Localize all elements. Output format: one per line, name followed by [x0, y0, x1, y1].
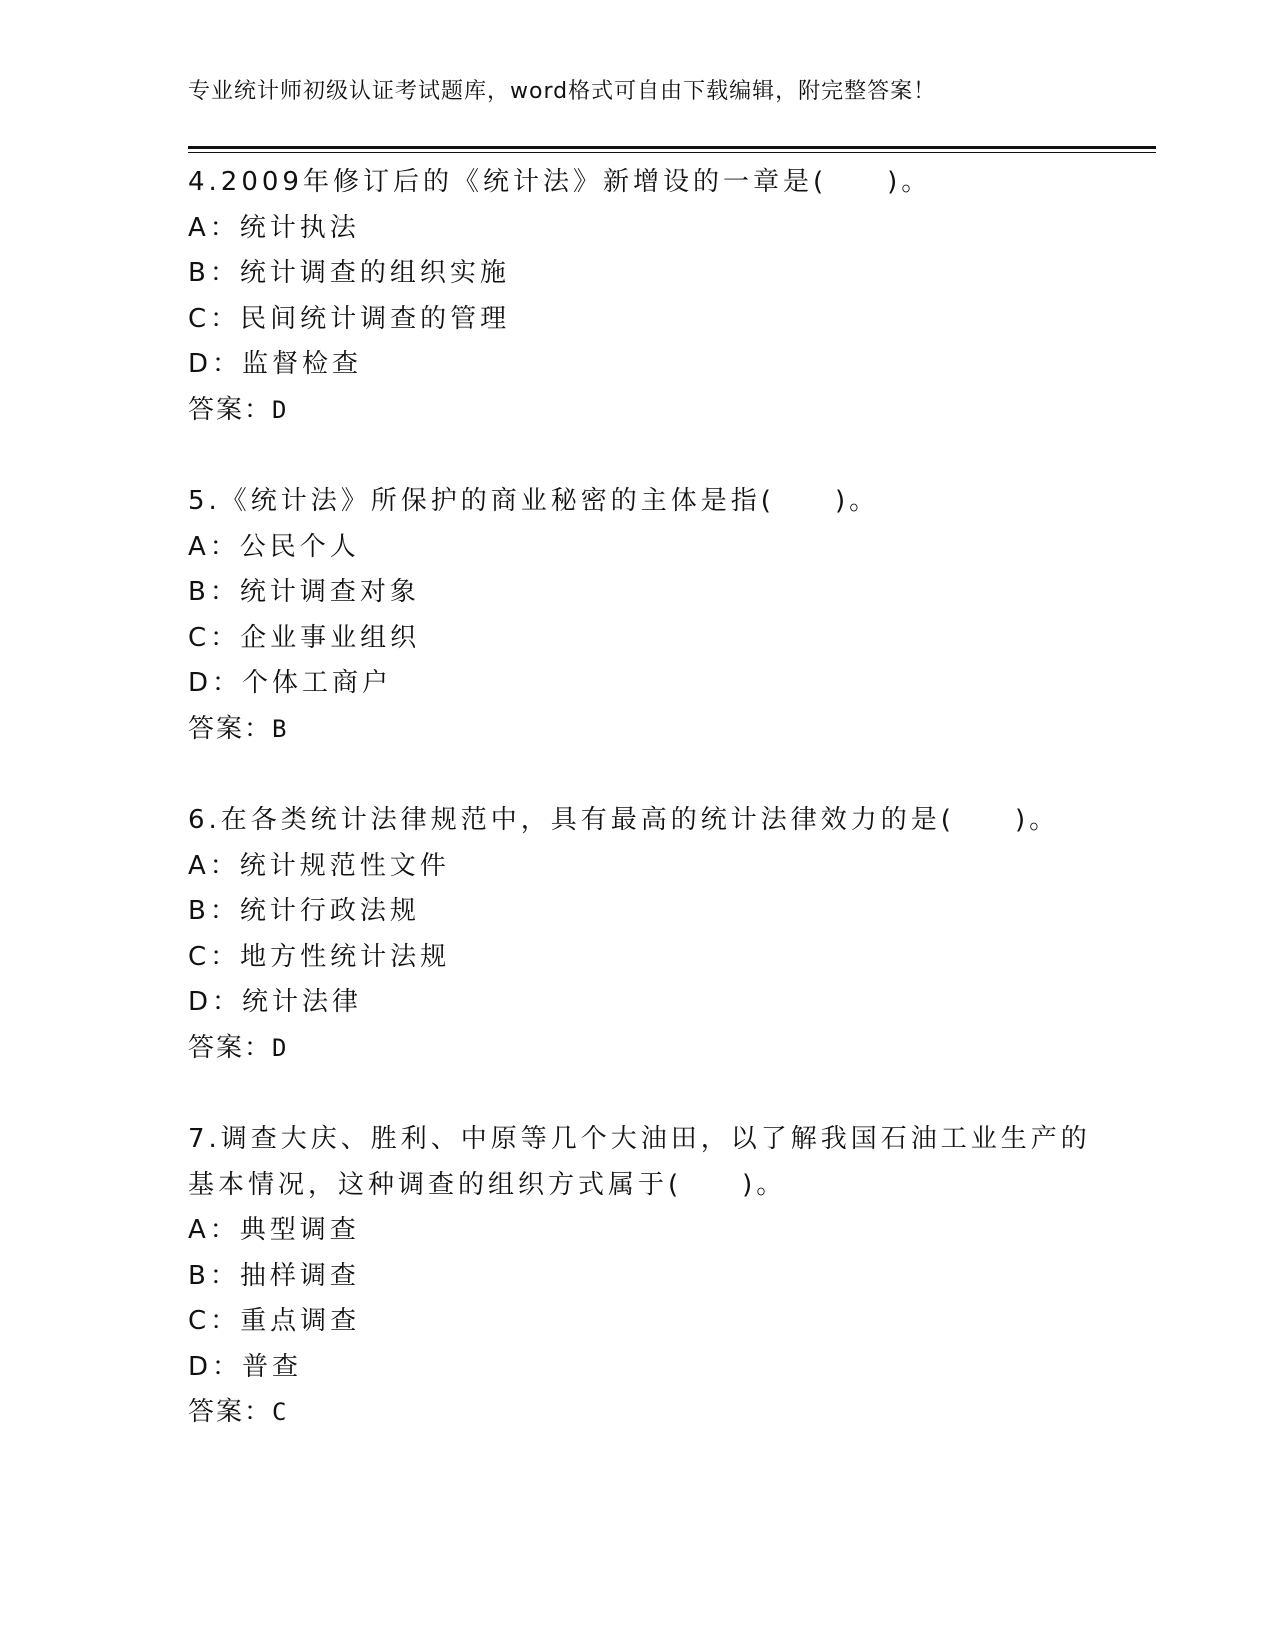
answer: [188, 1390, 1156, 1436]
answer-value: B: [272, 714, 289, 743]
answer: [188, 707, 1156, 753]
option-c: C：民间统计调查的管理: [188, 303, 511, 334]
option-b: B：抽样调查: [188, 1260, 360, 1291]
answer-value: D: [272, 1033, 289, 1062]
option-c: C：重点调查: [188, 1306, 361, 1336]
question-stem-line: 基本情况，这种调查的组织方式属于( )。: [188, 1169, 787, 1200]
answer-value: D: [272, 395, 289, 424]
option-c: C：企业事业组织: [188, 622, 421, 653]
question-4: [188, 160, 1156, 433]
question-stem-line: 7.调查大庆、胜利、中原等几个大油田，以了解我国石油工业生产的: [188, 1124, 1091, 1154]
answer: [188, 388, 1156, 434]
option-d: D：个体工商户: [188, 668, 393, 698]
option-a: A：统计规范性文件: [188, 850, 450, 881]
question-stem-line: 6.在各类统计法律规范中，具有最高的统计法律效力的是( )。: [188, 805, 1060, 835]
question-stem: [188, 1117, 1156, 1208]
question-6: [188, 798, 1156, 1071]
option-b: B：统计行政法规: [188, 896, 420, 926]
question-stem-line: 4.2009年修订后的《统计法》新增设的一章是( )。: [188, 167, 932, 197]
answer-label: 答案：: [188, 1032, 273, 1063]
answer-value: C: [272, 1398, 289, 1426]
answer-label: 答案：: [188, 713, 273, 744]
answer-label: 答案：: [188, 394, 273, 425]
question-5: [188, 479, 1156, 752]
question-stem: [188, 798, 1156, 844]
question-stem: [188, 479, 1156, 525]
question-7: [188, 1117, 1156, 1436]
option-a: A：统计执法: [188, 212, 360, 243]
answer-label: 答案：: [188, 1397, 273, 1427]
page-header: 专业统计师初级认证考试题库，word格式可自由下载编辑，附完整答案！: [188, 79, 937, 104]
header-rule-thin: [188, 152, 1156, 153]
option-c: C：地方性统计法规: [188, 941, 451, 972]
question-stem: [188, 160, 1156, 206]
question-stem-line: 5.《统计法》所保护的商业秘密的主体是指( )。: [188, 486, 880, 516]
option-a: A：公民个人: [188, 531, 360, 562]
option-d: D：监督检查: [188, 349, 363, 379]
question-list: [188, 160, 1156, 1482]
answer: [188, 1026, 1156, 1072]
option-b: B：统计调查对象: [188, 577, 420, 607]
option-d: D：普查: [188, 1351, 303, 1382]
header-rule-thick: [188, 146, 1156, 149]
option-b: B：统计调查的组织实施: [188, 258, 510, 288]
option-a: A：典型调查: [188, 1215, 360, 1245]
option-d: D：统计法律: [188, 987, 363, 1017]
